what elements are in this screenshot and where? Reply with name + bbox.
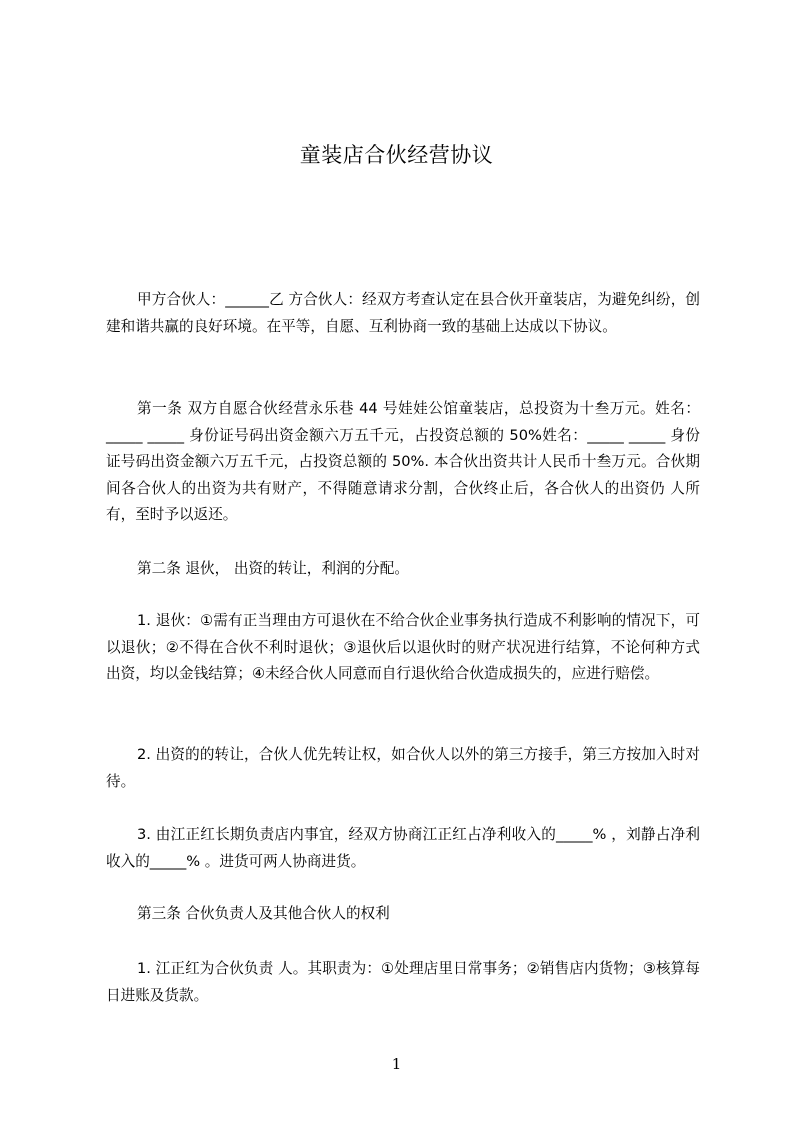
article-3-heading: 第三条 合伙负责人及其他合伙人的权利 <box>137 905 390 922</box>
article-2-item-3: 3. 由江正红长期负责店内事宜，经双方协商江正红占净利收入的_____% ，刘静占净利收入的_____% 。进货可两人协商进货。 <box>106 826 700 870</box>
article-1-paragraph: 第一条 双方自愿合伙经营永乐巷 44 号娃娃公馆童装店，总投资为十叁万元。姓名：_____ _____ 身份证号码出资金额六万五千元，占投资总额的 50%姓名：_____ _____ 身份证号码出资金额六万五千元，占投资总额的 50%. 本合伙出资共计人民币十叁万元。合伙期间各合伙人的出资为共有财产，不得随意请求分割，合伙终止后，各合伙人的出资仍 人所有，至时予以返还。 <box>106 400 700 523</box>
article-2-item-2: 2. 出资的的转让，合伙人优先转让权，如合伙人以外的第三方接手，第三方按加入时对待。 <box>106 746 700 790</box>
article-3-item-1: 1. 江正红为合伙负责 人。其职责为：①处理店里日常事务；②销售店内货物；③核算每日进账及货款。 <box>106 960 700 1004</box>
document-title: 童装店合伙经营协议 <box>299 143 494 167</box>
intro-paragraph: 甲方合伙人：______乙 方合伙人：经双方考查认定在县合伙开童装店，为避免纠纷，创建和谐共赢的良好环境。在平等，自愿、互利协商一致的基础上达成以下协议。 <box>106 291 700 335</box>
article-2-item-1: 1. 退伙：①需有正当理由方可退伙在不给合伙企业事务执行造成不利影响的情况下，可以退伙；②不得在合伙不利时退伙；③退伙后以退伙时的财产状况进行结算，不论何种方式出资，均以金钱结算；④未经合伙人同意而自行退伙给合伙造成损失的，应进行赔偿。 <box>106 612 700 682</box>
page-number: 1 <box>391 1055 402 1073</box>
article-2-heading: 第二条 退伙， 出资的转让，利润的分配。 <box>137 560 409 577</box>
